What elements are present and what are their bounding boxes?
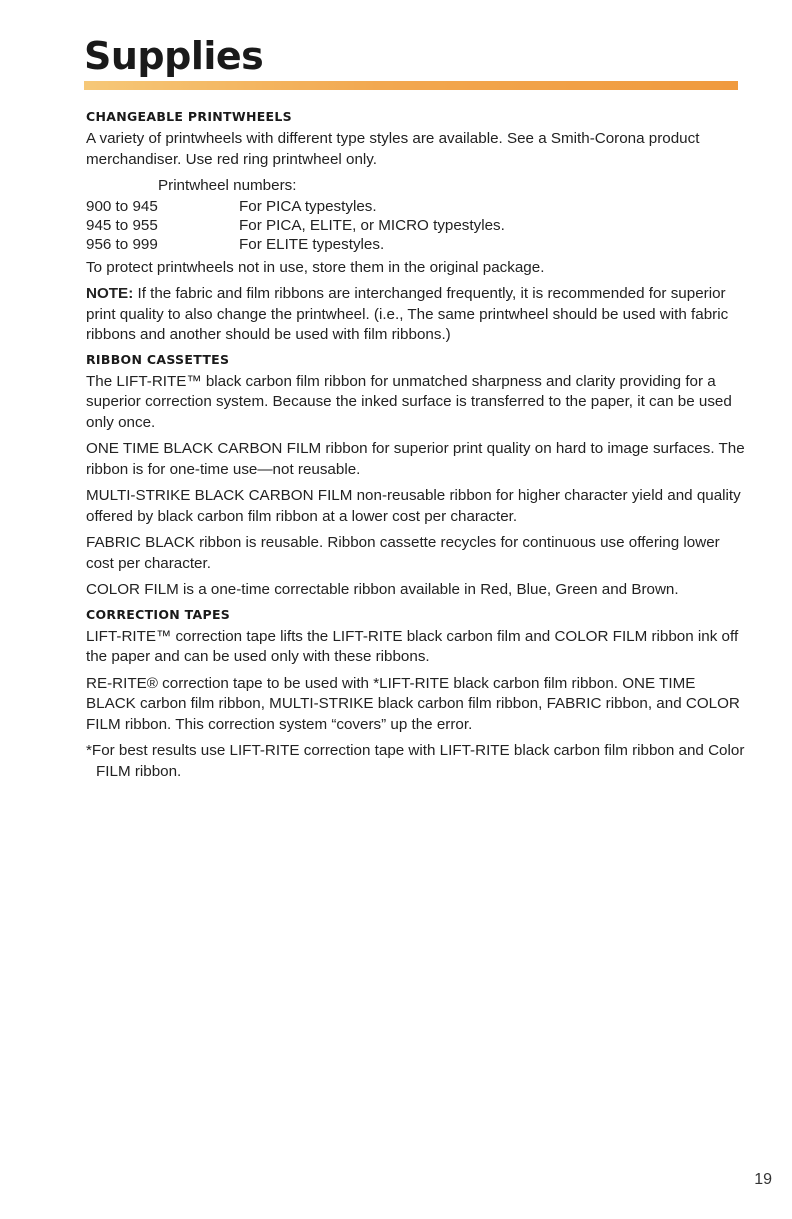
desc-cell: For PICA, ELITE, or MICRO typestyles.: [239, 216, 505, 234]
printwheels-note: [86, 284, 746, 346]
section-heading-printwheels: CHANGEABLE PRINTWHEELS: [86, 109, 292, 124]
desc-cell: For ELITE typestyles.: [239, 235, 385, 253]
tape-paragraph: RE-RITE® correction tape to be used with *LIFT-RITE black carbon film ribbon. ONE TIME BLACK carbon film ribbon, MULTI-STRIKE black carbon film ribbon, FABRIC ribbon, and COLOR FILM ribbon. This correction system “covers” up the error.: [86, 674, 740, 733]
tape-paragraph: LIFT-RITE™ correction tape lifts the LIFT-RITE black carbon film and COLOR FILM ribbon ink off the paper and can be used only with these ribbons.: [86, 627, 739, 665]
range-cell: 945 to 955: [86, 216, 158, 234]
printwheels-protect-text: To protect printwheels not in use, store them in the original package.: [86, 258, 545, 276]
section-heading-tapes: CORRECTION TAPES: [86, 606, 231, 622]
note-text: If the fabric and film ribbons are interchanged frequently, it is recommended for superior print quality to also change the printwheel. (i.e., The same printwheel should be used with fabric ribbons and another should be used with film ribbons.): [86, 285, 729, 343]
page-content: [86, 109, 746, 788]
ribbon-paragraph: ONE TIME BLACK CARBON FILM ribbon for superior print quality on hard to image surfaces. The ribbon is for one-time use—not reusable.: [86, 440, 745, 478]
range-cell: 956 to 999: [86, 235, 158, 253]
page-title: Supplies: [84, 34, 264, 78]
table-row: [86, 197, 746, 216]
ribbon-paragraph: COLOR FILM is a one-time correctable ribbon available in Red, Blue, Green and Brown.: [86, 581, 679, 598]
section-heading-ribbons: RIBBON CASSETTES: [86, 351, 230, 367]
range-cell: 900 to 945: [86, 197, 158, 215]
tape-footnote: *For best results use LIFT-RITE correction tape with LIFT-RITE black carbon film ribbon and Color FILM ribbon.: [86, 742, 745, 780]
ribbon-paragraph: The LIFT-RITE™ black carbon film ribbon for unmatched sharpness and clarity providing for a superior correction system. Because the inked surface is transferred to the paper, it can be used only once.: [86, 372, 732, 431]
note-label: NOTE:: [86, 285, 134, 302]
printwheel-numbers-label: Printwheel numbers:: [158, 177, 297, 194]
printwheels-intro: A variety of printwheels with different type styles are available. See a Smith-Corona product merchandiser. Use red ring printwheel only.: [86, 130, 700, 168]
ribbon-paragraph: FABRIC BLACK ribbon is reusable. Ribbon cassette recycles for continuous use offering lower cost per character.: [86, 534, 720, 572]
title-underline-bar: [84, 81, 738, 90]
desc-cell: For PICA typestyles.: [239, 197, 377, 215]
page-number: 19: [754, 1171, 772, 1188]
table-row: [86, 216, 746, 235]
printwheel-number-table: [86, 197, 746, 254]
ribbon-paragraph: MULTI-STRIKE BLACK CARBON FILM non-reusable ribbon for higher character yield and quality offered by black carbon film ribbon at a lower cost per character.: [86, 487, 741, 525]
table-row: [86, 235, 746, 254]
